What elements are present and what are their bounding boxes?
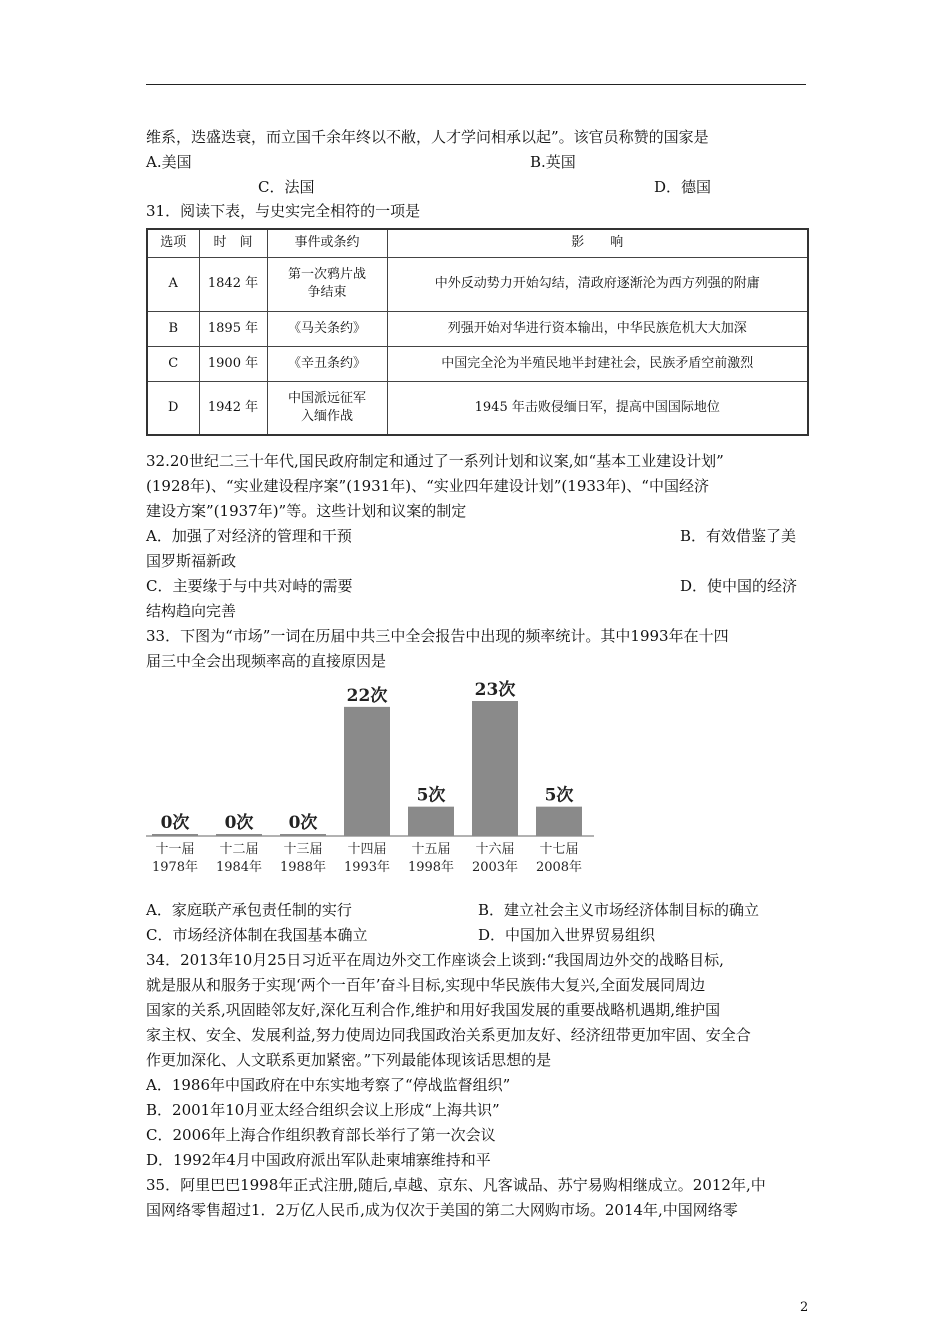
bar [344, 707, 390, 836]
q32-option-d: D．使中国的经济 [680, 577, 798, 595]
table-row [147, 311, 808, 346]
table-cell-time: 1895 年 [199, 311, 267, 346]
q32-stem-line1: 32.20世纪二三十年代,国民政府制定和通过了一系列计划和议案,如“基本工业建设计划” [146, 452, 724, 470]
bar-value-label: 0次 [160, 813, 190, 833]
q34-stem-line5: 作更加深化、人文联系更加紧密。”下列最能体现该话思想的是 [146, 1051, 552, 1069]
market-frequency-chart [146, 676, 596, 876]
category-label: 十一届 [155, 842, 195, 857]
bar-value-label: 23次 [474, 680, 516, 700]
q32-stem-line3: 建设方案”(1937年)”等。这些计划和议案的制定 [146, 502, 467, 520]
year-label: 1998年 [407, 860, 455, 875]
q30-option-a: A.美国 [146, 153, 192, 171]
table-cell-option: A [147, 257, 199, 311]
bar-value-label: 22次 [346, 685, 388, 706]
bar [472, 701, 518, 836]
table-cell-event: 《马关条约》 [267, 311, 387, 346]
year-label: 2008年 [535, 860, 583, 875]
table-header-cell: 时 间 [199, 229, 267, 257]
table-row [147, 381, 808, 435]
header-rule [146, 84, 806, 85]
bar-value-label: 0次 [288, 813, 318, 833]
table-header-cell: 事件或条约 [267, 229, 387, 257]
bar [216, 834, 262, 836]
table-cell-time: 1842 年 [199, 257, 267, 311]
q35-stem-line1: 35．阿里巴巴1998年正式注册,随后,卓越、京东、凡客诚品、苏宁易购相继成立。2012年,中 [146, 1176, 766, 1194]
q34-option-d: D．1992年4月中国政府派出军队赴柬埔寨维持和平 [146, 1151, 491, 1169]
q34-stem-line2: 就是服从和服务于实现‘两个一百年’奋斗目标,实现中华民族伟大复兴,全面发展同周边 [146, 976, 706, 994]
q32-option-d-cont: 结构趋向完善 [146, 602, 237, 620]
table-cell-time: 1900 年 [199, 346, 267, 381]
table-cell-event: 《辛丑条约》 [267, 346, 387, 381]
q33-option-c: C．市场经济体制在我国基本确立 [146, 926, 368, 944]
q32-option-b-cont: 国罗斯福新政 [146, 552, 237, 570]
page-number: 2 [800, 1300, 809, 1315]
table-cell-option: D [147, 381, 199, 435]
year-label: 1978年 [151, 860, 199, 875]
table-cell-effect: 列强开始对华进行资本输出，中华民族危机大大加深 [387, 311, 808, 346]
q32-stem-line2: (1928年)、“实业建设程序案”(1931年)、“实业四年建设计划”(1933年)、“中国经济 [146, 477, 709, 495]
bar-value-label: 5次 [416, 785, 446, 806]
category-label: 十三届 [283, 842, 323, 857]
table-header-cell: 影 响 [387, 229, 808, 257]
table-cell-option: C [147, 346, 199, 381]
bar [280, 834, 326, 836]
table-cell-effect: 1945 年击败侵缅日军，提高中国国际地位 [387, 381, 808, 435]
q30-option-d: D．德国 [654, 178, 712, 196]
bar [152, 834, 198, 836]
year-label: 1984年 [215, 860, 263, 875]
table-header-row [147, 229, 808, 257]
year-label: 1988年 [279, 860, 327, 875]
table-cell-event: 中国派远征军入缅作战 [267, 381, 387, 435]
category-label: 十五届 [411, 842, 451, 857]
year-label: 2003年 [471, 860, 519, 875]
category-label: 十二届 [219, 842, 259, 857]
q34-stem-line1: 34．2013年10月25日习近平在周边外交工作座谈会上谈到:“我国周边外交的战略目标, [146, 951, 724, 969]
table-cell-time: 1942 年 [199, 381, 267, 435]
table-row [147, 257, 808, 311]
q34-stem-line3: 国家的关系,巩固睦邻友好,深化互利合作,维护和用好我国发展的重要战略机遇期,维护国 [146, 1001, 721, 1019]
table-cell-event: 第一次鸦片战争结束 [267, 257, 387, 311]
q32-option-a: A．加强了对经济的管理和干预 [146, 527, 352, 545]
q30-stem-tail: 维系，迭盛迭衰，而立国千余年终以不敝，人才学问相承以起”。该官员称赞的国家是 [146, 128, 709, 146]
bar-value-label: 0次 [224, 813, 254, 833]
q34-option-b: B．2001年10月亚太经合组织会议上形成“上海共识” [146, 1101, 500, 1119]
q31-table [146, 228, 809, 436]
q33-stem-line2: 届三中全会出现频率高的直接原因是 [146, 652, 387, 670]
table-header-cell: 选项 [147, 229, 199, 257]
category-label: 十七届 [539, 842, 579, 857]
q32-option-b: B．有效借鉴了美 [680, 527, 797, 545]
table-row [147, 346, 808, 381]
year-label: 1993年 [343, 860, 391, 875]
q33-option-a: A．家庭联产承包责任制的实行 [146, 901, 352, 919]
table-cell-option: B [147, 311, 199, 346]
q35-stem-line2: 国网络零售超过1．2万亿人民币,成为仅次于美国的第二大网购市场。2014年,中国网络零 [146, 1201, 738, 1219]
q32-option-c: C．主要缘于与中共对峙的需要 [146, 577, 353, 595]
q34-option-c: C．2006年上海合作组织教育部长举行了第一次会议 [146, 1126, 496, 1144]
q33-option-d: D．中国加入世界贸易组织 [478, 926, 656, 944]
q30-option-c: C．法国 [258, 178, 315, 196]
category-label: 十六届 [475, 842, 515, 857]
q33-option-b: B．建立社会主义市场经济体制目标的确立 [478, 901, 760, 919]
bar [536, 807, 582, 836]
q34-stem-line4: 家主权、安全、发展利益,努力使周边同我国政治关系更加友好、经济纽带更加牢固、安全合 [146, 1026, 751, 1044]
q31-stem: 31．阅读下表，与史实完全相符的一项是 [146, 202, 421, 220]
table-cell-effect: 中外反动势力开始勾结，清政府逐渐沦为西方列强的附庸 [387, 257, 808, 311]
bar [408, 807, 454, 836]
table-cell-effect: 中国完全沦为半殖民地半封建社会，民族矛盾空前激烈 [387, 346, 808, 381]
q34-option-a: A．1986年中国政府在中东实地考察了“停战监督组织” [146, 1076, 511, 1094]
q33-stem-line1: 33．下图为“市场”一词在历届中共三中全会报告中出现的频率统计。其中1993年在十四 [146, 627, 729, 645]
category-label: 十四届 [347, 842, 387, 857]
q30-option-b: B.英国 [530, 153, 576, 171]
bar-value-label: 5次 [544, 785, 574, 806]
